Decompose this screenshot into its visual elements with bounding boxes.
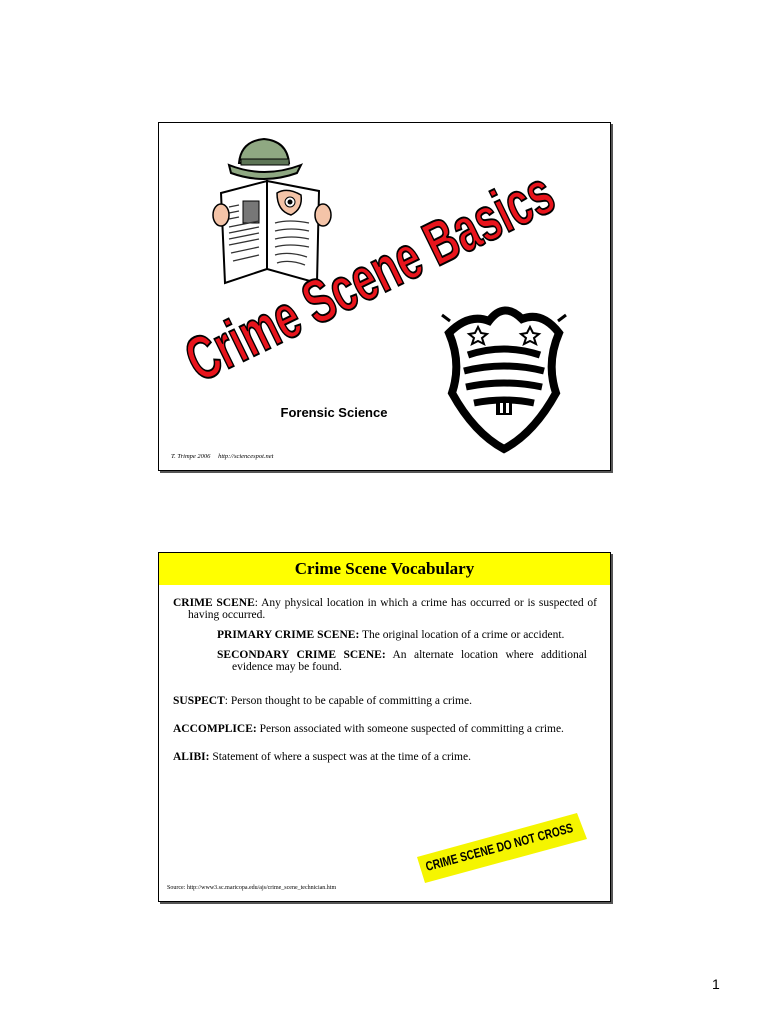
- definition-secondary-crime-scene: [217, 649, 587, 673]
- definition-text: Statement of where a suspect was at the time of a crime.: [209, 751, 471, 763]
- term: ACCOMPLICE:: [173, 723, 257, 735]
- credit-line: [171, 453, 279, 460]
- term: ALIBI:: [173, 751, 210, 763]
- slide-subtitle: Forensic Science: [280, 405, 388, 420]
- credit-url: http://sciencespot.net: [218, 453, 274, 460]
- term: SECONDARY CRIME SCENE:: [217, 649, 386, 661]
- source-citation: Source: http://www3.sc.maricopa.edu/ajs/crime_scene_technician.htm: [167, 885, 337, 891]
- definition-text: Person associated with someone suspected of committing a crime.: [256, 723, 564, 735]
- vocabulary-header: Crime Scene Vocabulary: [159, 553, 610, 585]
- definition-text: : Person thought to be capable of committing a crime.: [224, 695, 472, 707]
- term: PRIMARY CRIME SCENE:: [217, 629, 360, 641]
- page-number: 1: [712, 976, 720, 992]
- title-slide: [158, 73, 738, 471]
- definition-crime-scene: [173, 597, 597, 621]
- term: CRIME SCENE: [173, 597, 255, 609]
- definition-primary-crime-scene: [217, 629, 587, 641]
- credit-author: T. Trimpe 2006: [171, 453, 211, 460]
- vocabulary-slide: [158, 552, 616, 902]
- definition-text: An alternate location where additional evidence may be found.: [232, 649, 587, 673]
- tape-text: CRIME SCENE DO NOT CROSS: [423, 809, 616, 874]
- term: SUSPECT: [173, 695, 225, 707]
- definition-accomplice: [173, 723, 597, 735]
- vocabulary-list: [173, 597, 597, 763]
- definition-text: The original location of a crime or accident.: [359, 629, 565, 641]
- definition-text: : Any physical location in which a crime has occurred or is suspected of having occurred.: [188, 597, 597, 621]
- detective-newspaper-icon: [213, 139, 331, 283]
- definition-suspect: [173, 695, 597, 707]
- police-badge-icon: [442, 310, 566, 449]
- crime-scene-tape-icon: [411, 805, 616, 885]
- definition-alibi: [173, 751, 597, 763]
- slide-title: Crime Scene Basics: [174, 73, 738, 396]
